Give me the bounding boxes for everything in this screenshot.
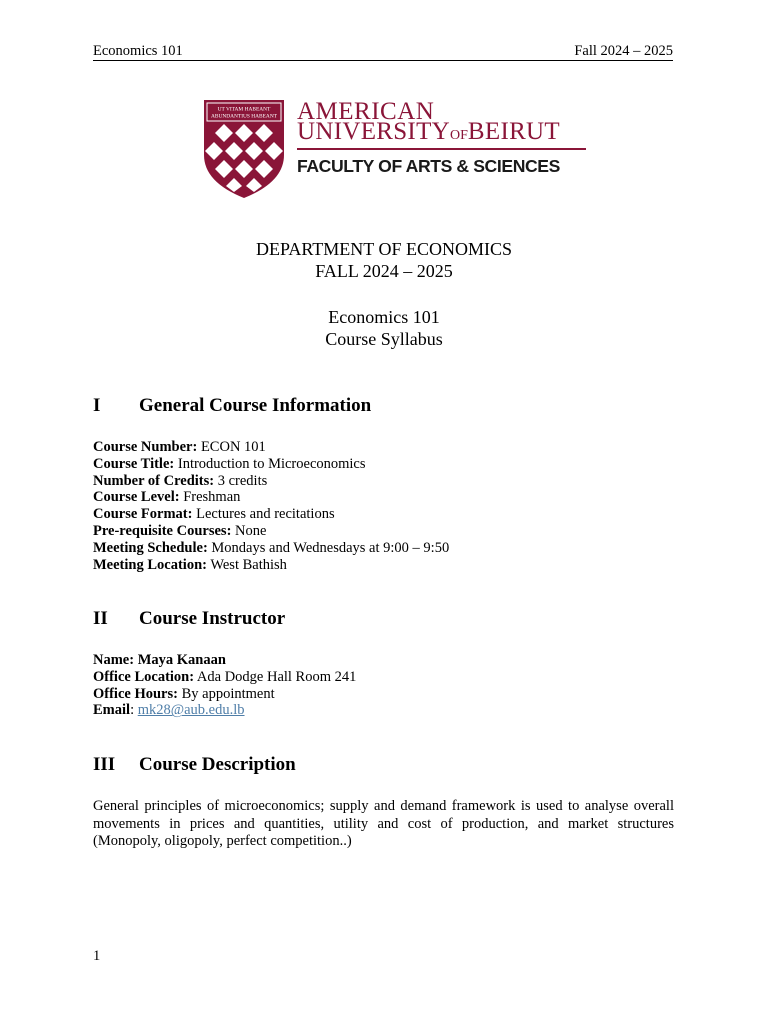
term-heading: FALL 2024 – 2025: [315, 261, 453, 281]
logo-university-of-beirut: [297, 120, 560, 148]
section-number: II: [93, 608, 108, 629]
info-meeting-schedule: Meeting Schedule: Mondays and Wednesdays at 9:00 – 9:50: [93, 539, 450, 556]
section-title: Course Instructor: [139, 608, 286, 629]
course-name: Economics 101: [328, 307, 440, 327]
email-link[interactable]: mk28@aub.edu.lb: [137, 702, 245, 719]
running-header: [93, 42, 673, 61]
logo-american: AMERICAN: [297, 98, 435, 125]
logo-beirut: BEIRUT: [467, 118, 560, 145]
section-title: Course Description: [139, 754, 296, 775]
logo-faculty: FACULTY OF ARTS & SCIENCES: [297, 156, 560, 176]
info-prerequisites: Pre-requisite Courses: None: [93, 522, 267, 539]
section-number: III: [93, 754, 116, 775]
motto-line-1: UT VITAM HABEANT: [217, 106, 271, 113]
section-description-heading: [93, 754, 296, 776]
section-number: I: [93, 395, 101, 416]
logo-of: OF: [450, 128, 468, 143]
logo-divider: [297, 148, 586, 150]
course-description: General principles of microeconomics; supply and demand framework is used to analyse overall movements in prices and quantities, utility and cost of production, and market structures (Monopoly, oligopoly, perfect competition..): [93, 798, 674, 850]
info-meeting-location: Meeting Location: West Bathish: [93, 556, 287, 573]
header-term: Fall 2024 – 2025: [574, 43, 673, 59]
info-course-level: Course Level: Freshman: [93, 489, 241, 506]
info-course-number: Course Number: ECON 101: [93, 439, 266, 455]
info-course-format: Course Format: Lectures and recitations: [93, 506, 335, 523]
document-type: Course Syllabus: [325, 329, 443, 349]
aub-logo: [204, 100, 594, 200]
info-course-title: Course Title: Introduction to Microeconomics: [93, 455, 366, 472]
aub-shield-icon: [204, 100, 284, 198]
general-info-list: [93, 439, 683, 573]
info-credits: Number of Credits: 3 credits: [93, 472, 268, 489]
header-course: Economics 101: [93, 43, 183, 59]
section-title: General Course Information: [139, 395, 372, 416]
motto-line-2: ABUNDANTIUS HABEANT: [210, 113, 278, 120]
department-heading: [0, 238, 768, 282]
page-number: 1: [93, 948, 101, 964]
section-general-heading: [93, 395, 371, 417]
instructor-email: Email: mk28@aub.edu.lb: [93, 702, 245, 719]
department-name: DEPARTMENT OF ECONOMICS: [256, 239, 512, 259]
course-heading: [0, 306, 768, 350]
instructor-office-location: Office Location: Ada Dodge Hall Room 241: [93, 668, 357, 685]
logo-university: UNIVERSITY: [297, 118, 450, 145]
section-instructor-heading: [93, 608, 285, 630]
instructor-name: Name: Maya Kanaan: [93, 652, 226, 668]
instructor-info-list: [93, 652, 683, 719]
instructor-office-hours: Office Hours: By appointment: [93, 685, 275, 702]
